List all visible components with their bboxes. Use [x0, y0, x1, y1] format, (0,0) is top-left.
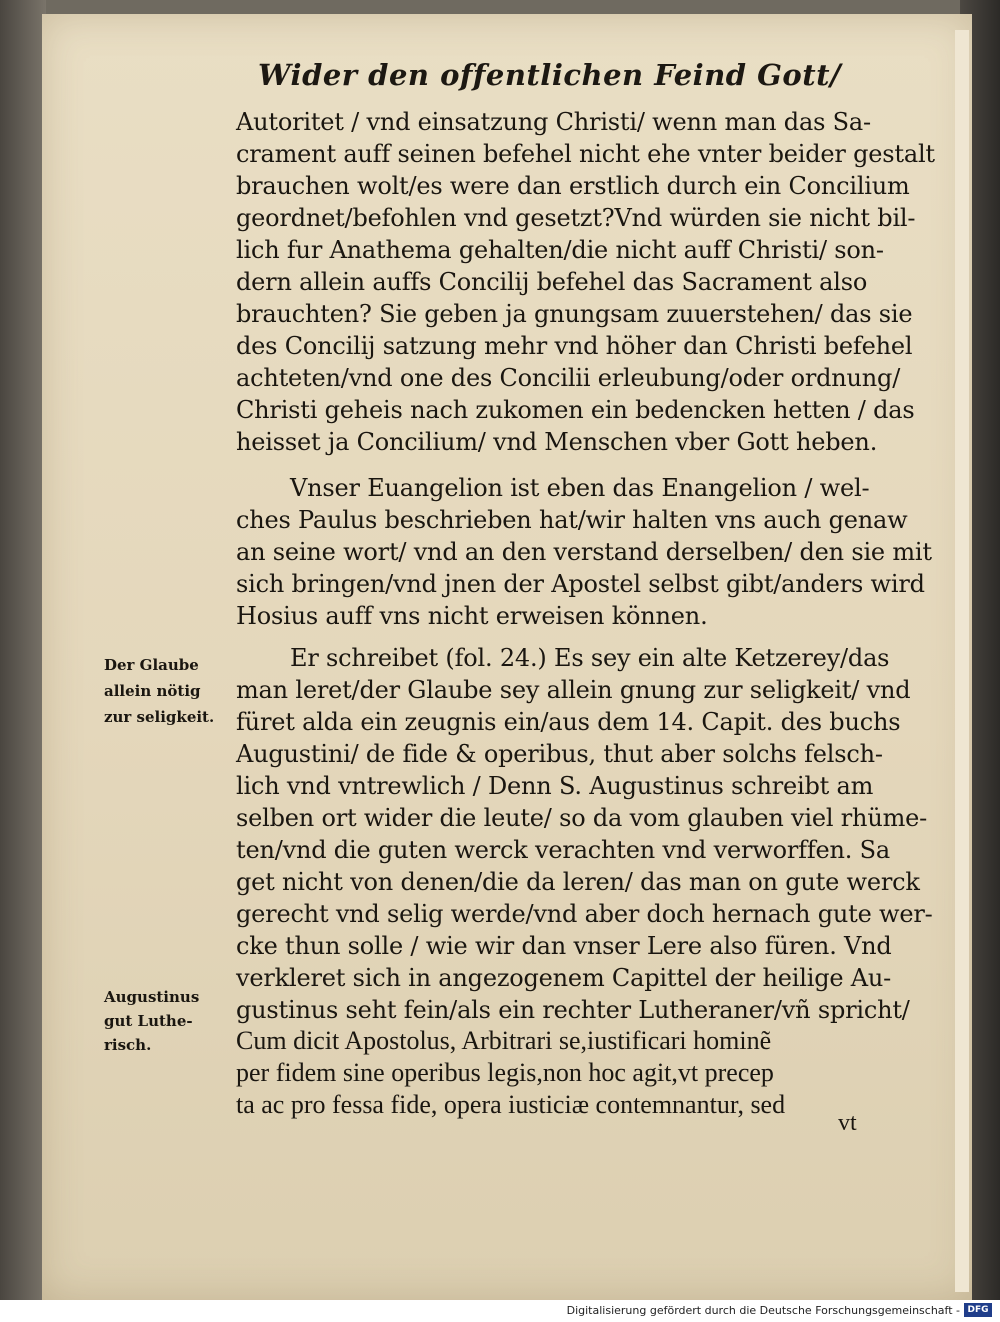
text-line-latin: Cum dicit Apostolus, Arbitrari se,iustificari hominẽ — [236, 1026, 772, 1055]
text-line: lich vnd vntrewlich / Denn S. Augustinus schreibt am — [236, 772, 874, 800]
marginal-line: zur seligkeit. — [104, 708, 215, 726]
text-line: cke thun solle / wie wir dan vnser Lere also füren. Vnd — [236, 932, 892, 960]
text-line: Er schreibet (fol. 24.) Es sey ein alte Ketzerey/das — [290, 644, 890, 672]
marginal-line: Augustinus — [104, 988, 200, 1006]
marginal-line: risch. — [104, 1036, 152, 1054]
text-line: des Concilij satzung mehr vnd höher dan Christi befehel — [236, 332, 913, 360]
text-line: get nicht von denen/die da leren/ das man on gute werck — [236, 868, 920, 896]
text-line: achteten/vnd one des Concilii erleubung/oder ordnung/ — [236, 364, 901, 392]
scan-background-left — [0, 0, 46, 1300]
text-line: brauchten? Sie geben ja gnungsam zuuerstehen/ das sie — [236, 300, 913, 328]
text-line: füret alda ein zeugnis ein/aus dem 14. Capit. des buchs — [236, 708, 901, 736]
text-line: Augustini/ de fide & operibus, thut aber solchs felsch- — [236, 740, 883, 768]
text-line: dern allein auffs Concilij befehel das Sacrament also — [236, 268, 868, 296]
page-edge — [955, 30, 969, 1292]
text-line: ten/vnd die guten werck verachten vnd verworffen. Sa — [236, 836, 890, 864]
text-line: brauchen wolt/es were dan erstlich durch ein Concilium — [236, 172, 910, 200]
text-line: Christi geheis nach zukomen ein bedencken hetten / das — [236, 396, 915, 424]
marginal-line: Der Glaube — [104, 656, 199, 674]
marginal-line: gut Luthe- — [104, 1012, 193, 1030]
text-line: geordnet/befohlen vnd gesetzt?Vnd würden sie nicht bil- — [236, 204, 916, 232]
text-line: lich fur Anathema gehalten/die nicht auff Christi/ son- — [236, 236, 884, 264]
text-line: heisset ja Concilium/ vnd Menschen vber Gott heben. — [236, 428, 878, 456]
footer-bar — [0, 1300, 1000, 1322]
text-line: an seine wort/ vnd an den verstand derselben/ den sie mit — [236, 538, 932, 566]
running-head: Wider den offentlichen Feind Gott/ — [258, 58, 842, 92]
text-line: man leret/der Glaube sey allein gnung zur seligkeit/ vnd — [236, 676, 911, 704]
text-line: ches Paulus beschrieben hat/wir halten vns auch genaw — [236, 506, 908, 534]
text-line: crament auff seinen befehel nicht ehe vnter beider gestalt — [236, 140, 935, 168]
dfg-logo: DFG — [964, 1303, 992, 1317]
catchword: vt — [838, 1110, 857, 1136]
text-line: Hosius auff vns nicht erweisen können. — [236, 602, 708, 630]
text-line: gustinus seht fein/als ein rechter Lutheraner/vñ spricht/ — [236, 996, 910, 1024]
marginal-line: allein nötig — [104, 682, 201, 700]
text-line: verkleret sich in angezogenem Capittel der heilige Au- — [236, 964, 892, 992]
text-line: Vnser Euangelion ist eben das Enangelion / wel- — [290, 474, 870, 502]
text-line: selben ort wider die leute/ so da vom glauben viel rhüme- — [236, 804, 928, 832]
text-line: sich bringen/vnd jnen der Apostel selbst gibt/anders wird — [236, 570, 925, 598]
text-line: Autoritet / vnd einsatzung Christi/ wenn man das Sa- — [236, 108, 871, 136]
text-line-latin: ta ac pro fessa fide, opera iusticiæ contemnantur, sed — [236, 1090, 786, 1119]
text-line-latin: per fidem sine operibus legis,non hoc agit,vt precep — [236, 1058, 774, 1087]
digitization-credit: Digitalisierung gefördert durch die Deutsche Forschungsgemeinschaft - — [566, 1304, 960, 1317]
text-line: gerecht vnd selig werde/vnd aber doch hernach gute wer- — [236, 900, 933, 928]
